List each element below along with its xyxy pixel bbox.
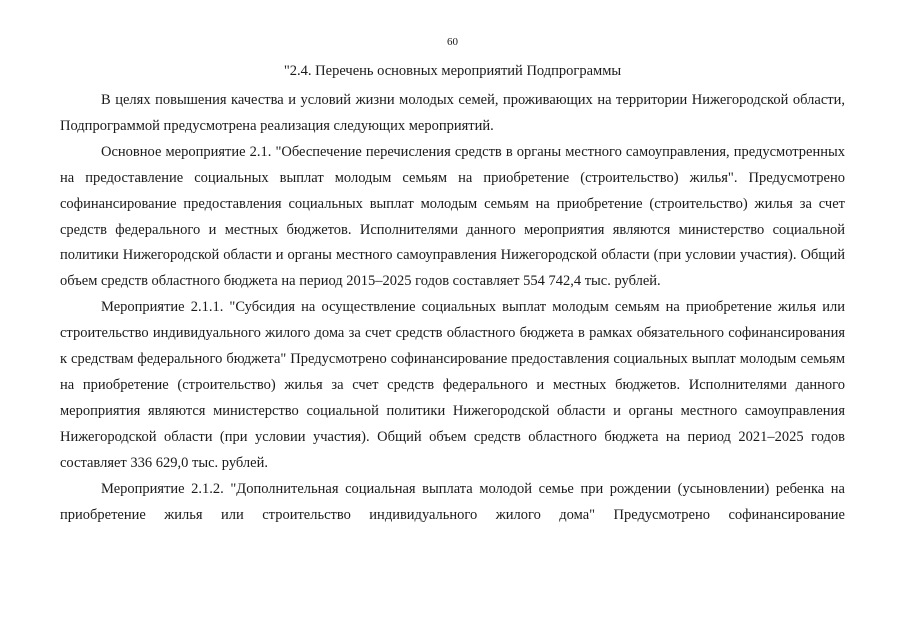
page-number: 60 <box>447 36 458 48</box>
paragraph-activity-2-1-1: Мероприятие 2.1.1. "Субсидия на осуществление социальных выплат молодым семьям на приобретение жилья или строительство индивидуального жилого дома за счет средств областного бюджета в рамках обязательного софинансирования к средствам федерального бюджета" Предусмотрено софинансирование предоставления социальных выплат молодым семьям на приобретение (строительство) жилья за счет средств федерального и местных бюджетов. Исполнителями данного мероприятия являются министерство социальной политики Нижегородской области и органы местного самоуправления Нижегородской области (при условии участия). Общий объем средств областного бюджета на период 2021–2025 годов составляет 336 629,0 тыс. рублей. <box>60 299 845 471</box>
document-body <box>60 88 845 528</box>
paragraph-main-activity-2-1: Основное мероприятие 2.1. "Обеспечение перечисления средств в органы местного самоуправления, предусмотренных на предоставление социальных выплат молодым семьям на приобретение (строительство) жилья". Предусмотрено софинансирование предоставления социальных выплат молодым семьям на приобретение (строительство) жилья за счет средств федерального и местных бюджетов. Исполнителями данного мероприятия являются министерство социальной политики Нижегородской области и органы местного самоуправления Нижегородской области (при условии участия). Общий объем средств областного бюджета на период 2015–2025 годов составляет 554 742,4 тыс. рублей. <box>60 143 845 290</box>
paragraph-intro: В целях повышения качества и условий жизни молодых семей, проживающих на территории Нижегородской области, Подпрограммой предусмотрена реализация следующих мероприятий. <box>60 92 845 134</box>
paragraph-activity-2-1-2: Мероприятие 2.1.2. "Дополнительная социальная выплата молодой семье при рождении (усыновлении) ребенка на приобретение жилья или строительство индивидуального жилого дома" Предусмотрено софинансирование <box>60 480 845 523</box>
section-heading: "2.4. Перечень основных мероприятий Подпрограммы <box>283 63 622 79</box>
